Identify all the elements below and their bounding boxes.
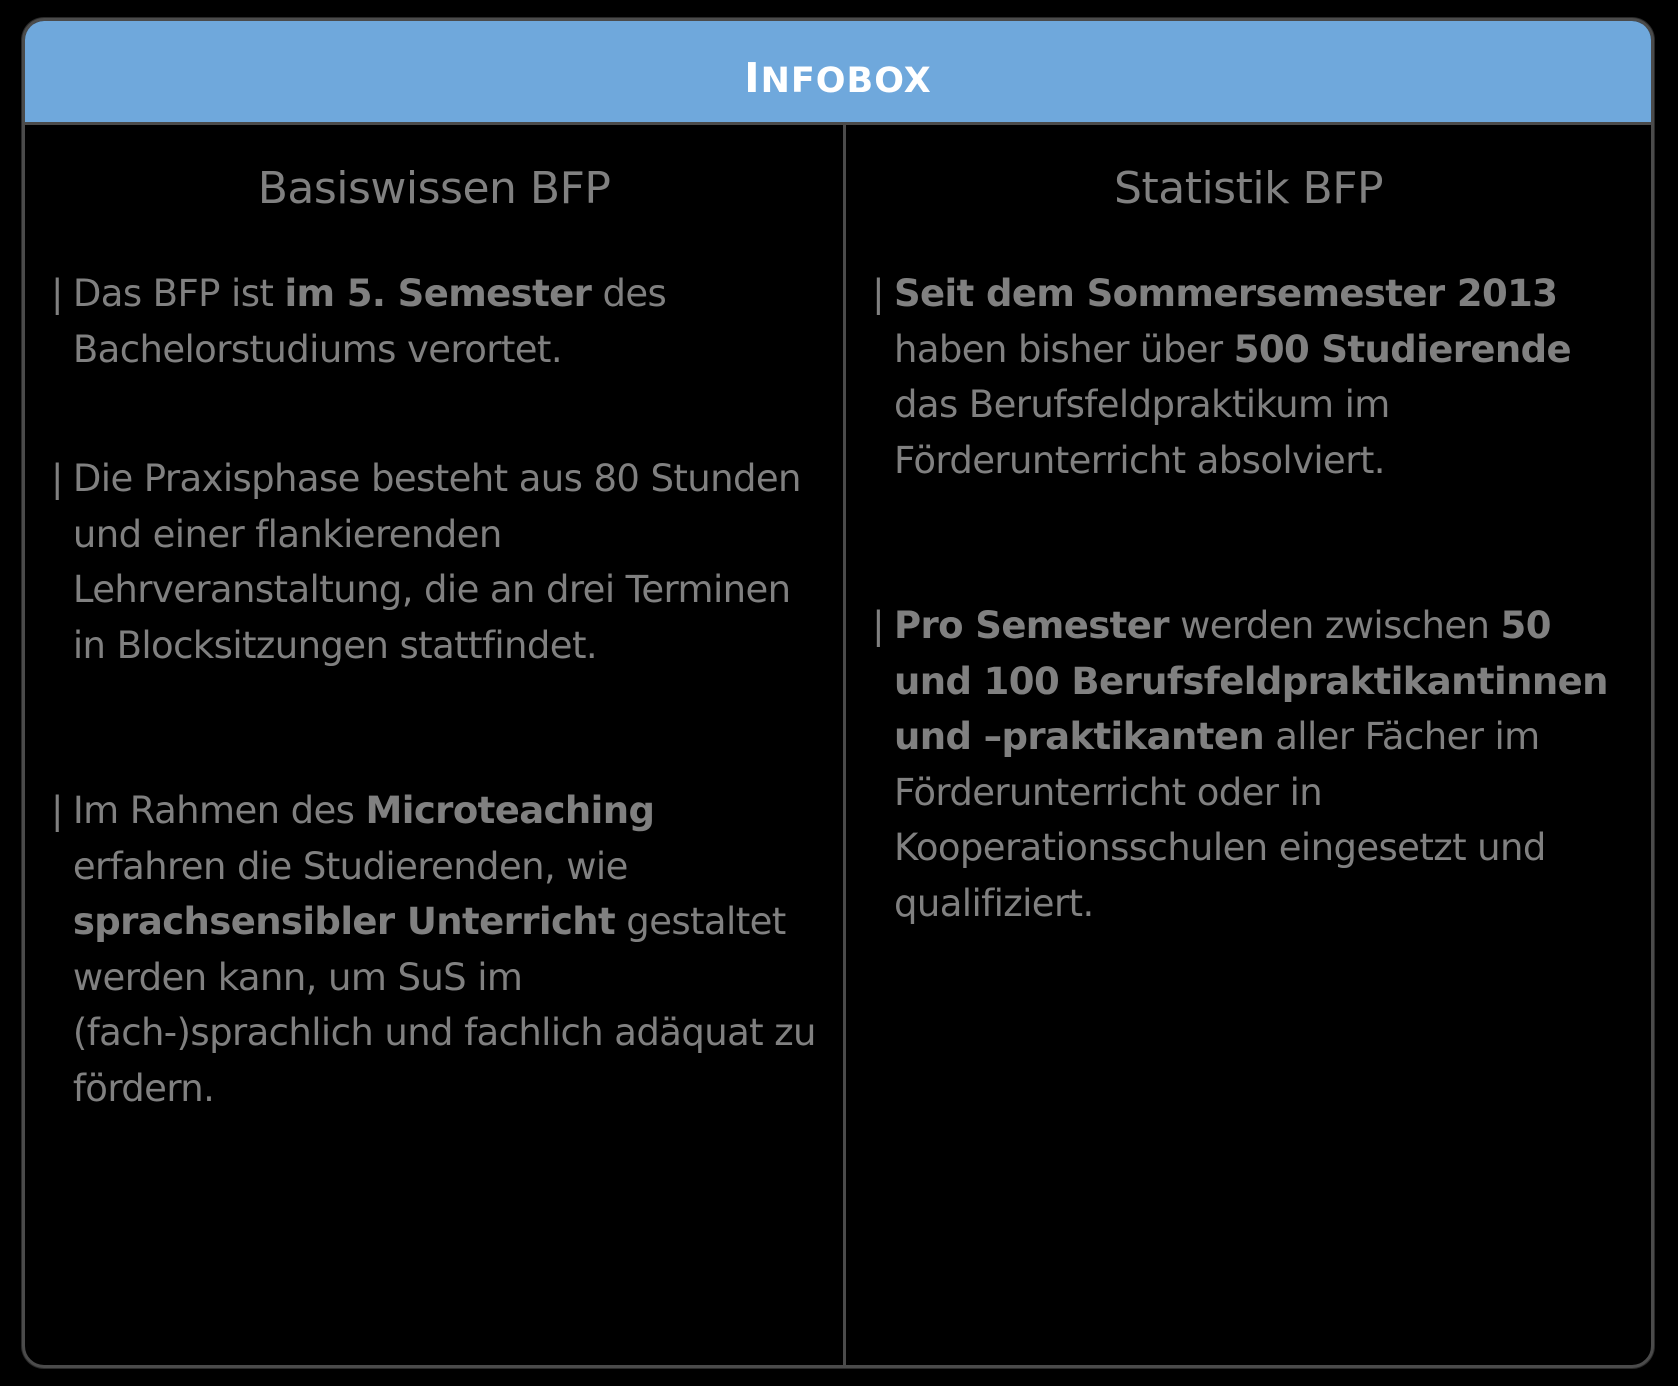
- list-item: [51, 783, 817, 1116]
- bullet-marker-icon: |: [51, 272, 63, 315]
- list-item-text: Das BFP ist im 5. Semester des Bachelorstudiums verortet.: [72, 272, 667, 371]
- bullet-marker-icon: |: [51, 457, 63, 500]
- list-item: [872, 266, 1625, 488]
- list-item-text: Im Rahmen des Microteaching erfahren die Studierenden, wie sprachsensibler Unterricht gestaltet werden kann, um SuS im (fach-)sprachlich und fachlich adäquat zu fördern.: [72, 789, 816, 1110]
- bullet-marker-icon: |: [872, 604, 884, 647]
- list-item-text: Die Praxisphase besteht aus 80 Stunden und einer flankierenden Lehrveranstaltung, die an drei Terminen in Blocksitzungen stattfindet.: [72, 457, 801, 667]
- spacer: [51, 377, 817, 451]
- infobox-title: infobox: [744, 37, 932, 106]
- list-item-text: Pro Semester werden zwischen 50 und 100 Berufsfeldpraktikantinnen und –praktikanten aller Fächer im Förderunterricht oder in Kooperationsschulen eingesetzt und qualifiziert.: [894, 604, 1608, 925]
- spacer: [51, 673, 817, 783]
- column-heading-basiswissen: Basiswissen BFP: [257, 163, 611, 214]
- list-item: [51, 451, 817, 673]
- bullet-marker-icon: |: [51, 789, 63, 832]
- infobox-header: [25, 21, 1651, 125]
- column-statistik: [846, 125, 1651, 1365]
- list-item: [51, 266, 817, 377]
- bullet-list-statistik: [872, 266, 1625, 931]
- spacer: [872, 488, 1625, 598]
- column-basiswissen: [25, 125, 846, 1365]
- infobox-body: [25, 125, 1651, 1365]
- infobox-panel: [22, 18, 1654, 1368]
- list-item: [872, 598, 1625, 931]
- bullet-list-basiswissen: [51, 266, 817, 1116]
- bullet-marker-icon: |: [872, 272, 884, 315]
- list-item-text: Seit dem Sommersemester 2013 haben bisher über 500 Studierende das Berufsfeldpraktikum im Förderunterricht absolviert.: [894, 272, 1572, 482]
- column-heading-statistik: Statistik BFP: [1114, 163, 1384, 214]
